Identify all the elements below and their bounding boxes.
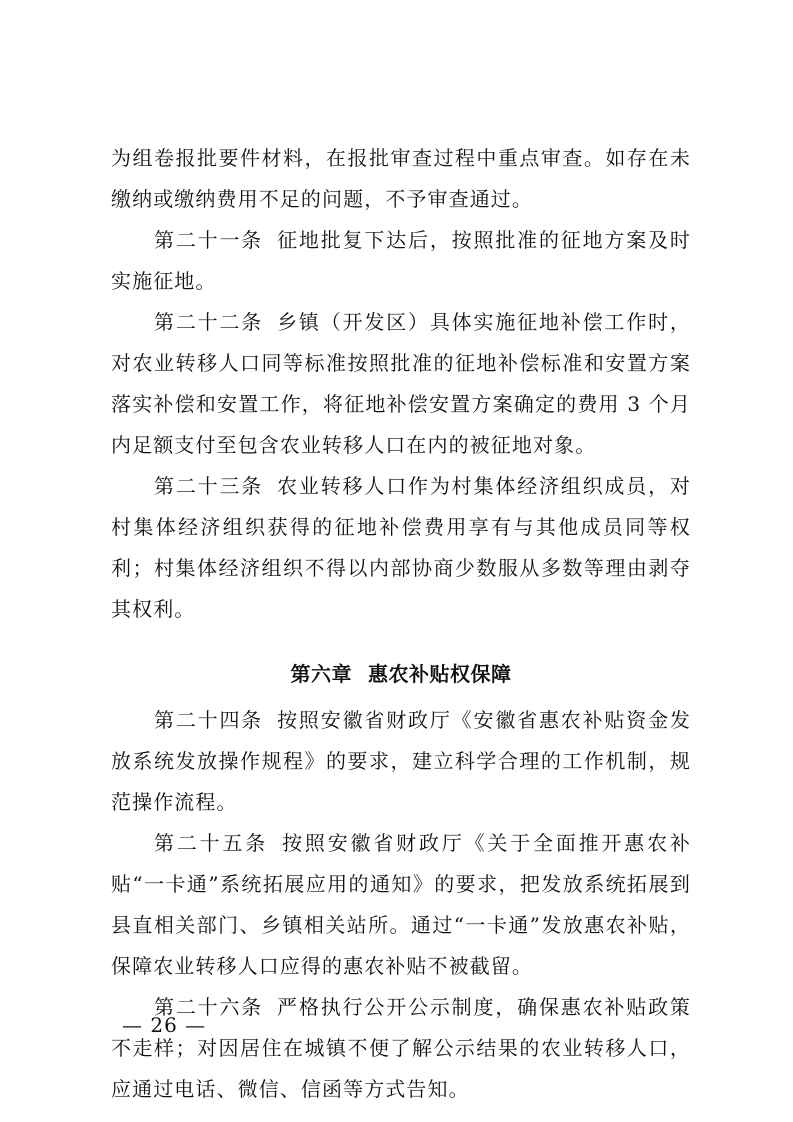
article-text: 乡镇（开发区）具体实施征地补偿工作时，对农业转移人口同等标准按照批准的征地补偿标准和安置方案落实补偿和安置工作，将征地补偿安置方案确定的费用 3 个月内足额支付至包含农业转移人口在内的被征地对象。 — [111, 310, 691, 457]
article-number: 第二十二条 — [154, 310, 264, 334]
article-text: 征地批复下达后，按照批准的征地方案及时实施征地。 — [111, 228, 691, 293]
article-text: 农业转移人口作为村集体经济组织成员，对村集体经济组织获得的征地补偿费用享有与其他成员同等权利；村集体经济组织不得以内部协商少数服从多数等理由剥夺其权利。 — [111, 474, 691, 621]
article-23 — [111, 466, 691, 630]
article-25 — [111, 823, 691, 987]
body-text — [111, 138, 691, 1110]
article-text: 按照安徽省财政厅《安徽省惠农补贴资金发放系统发放操作规程》的要求，建立科学合理的工作机制，规范操作流程。 — [111, 708, 691, 814]
article-24 — [111, 700, 691, 823]
article-number: 第二十三条 — [154, 474, 264, 498]
article-number: 第二十四条 — [154, 708, 264, 732]
continuation-paragraph — [111, 138, 691, 220]
article-26 — [111, 987, 691, 1110]
article-21 — [111, 220, 691, 302]
article-text: 按照安徽省财政厅《关于全面推开惠农补贴“一卡通”系统拓展应用的通知》的要求，把发放系统拓展到县直相关部门、乡镇相关站所。通过“一卡通”发放惠农补贴，保障农业转移人口应得的惠农补贴不被截留。 — [111, 831, 691, 978]
page-number: — 26 — — [122, 1013, 207, 1037]
chapter-heading — [111, 654, 691, 694]
chapter-number: 第六章 — [290, 662, 352, 686]
chapter-title: 惠农补贴权保障 — [368, 662, 512, 686]
article-22 — [111, 302, 691, 466]
paragraph-text: 为组卷报批要件材料，在报批审查过程中重点审查。如存在未缴纳或缴纳费用不足的问题，不予审查通过。 — [111, 146, 691, 211]
article-number: 第二十六条 — [154, 995, 264, 1019]
article-number: 第二十五条 — [154, 831, 269, 855]
article-number: 第二十一条 — [154, 228, 264, 252]
article-text: 严格执行公开公示制度，确保惠农补贴政策不走样；对因居住在城镇不便了解公示结果的农业转移人口，应通过电话、微信、信函等方式告知。 — [111, 995, 691, 1101]
